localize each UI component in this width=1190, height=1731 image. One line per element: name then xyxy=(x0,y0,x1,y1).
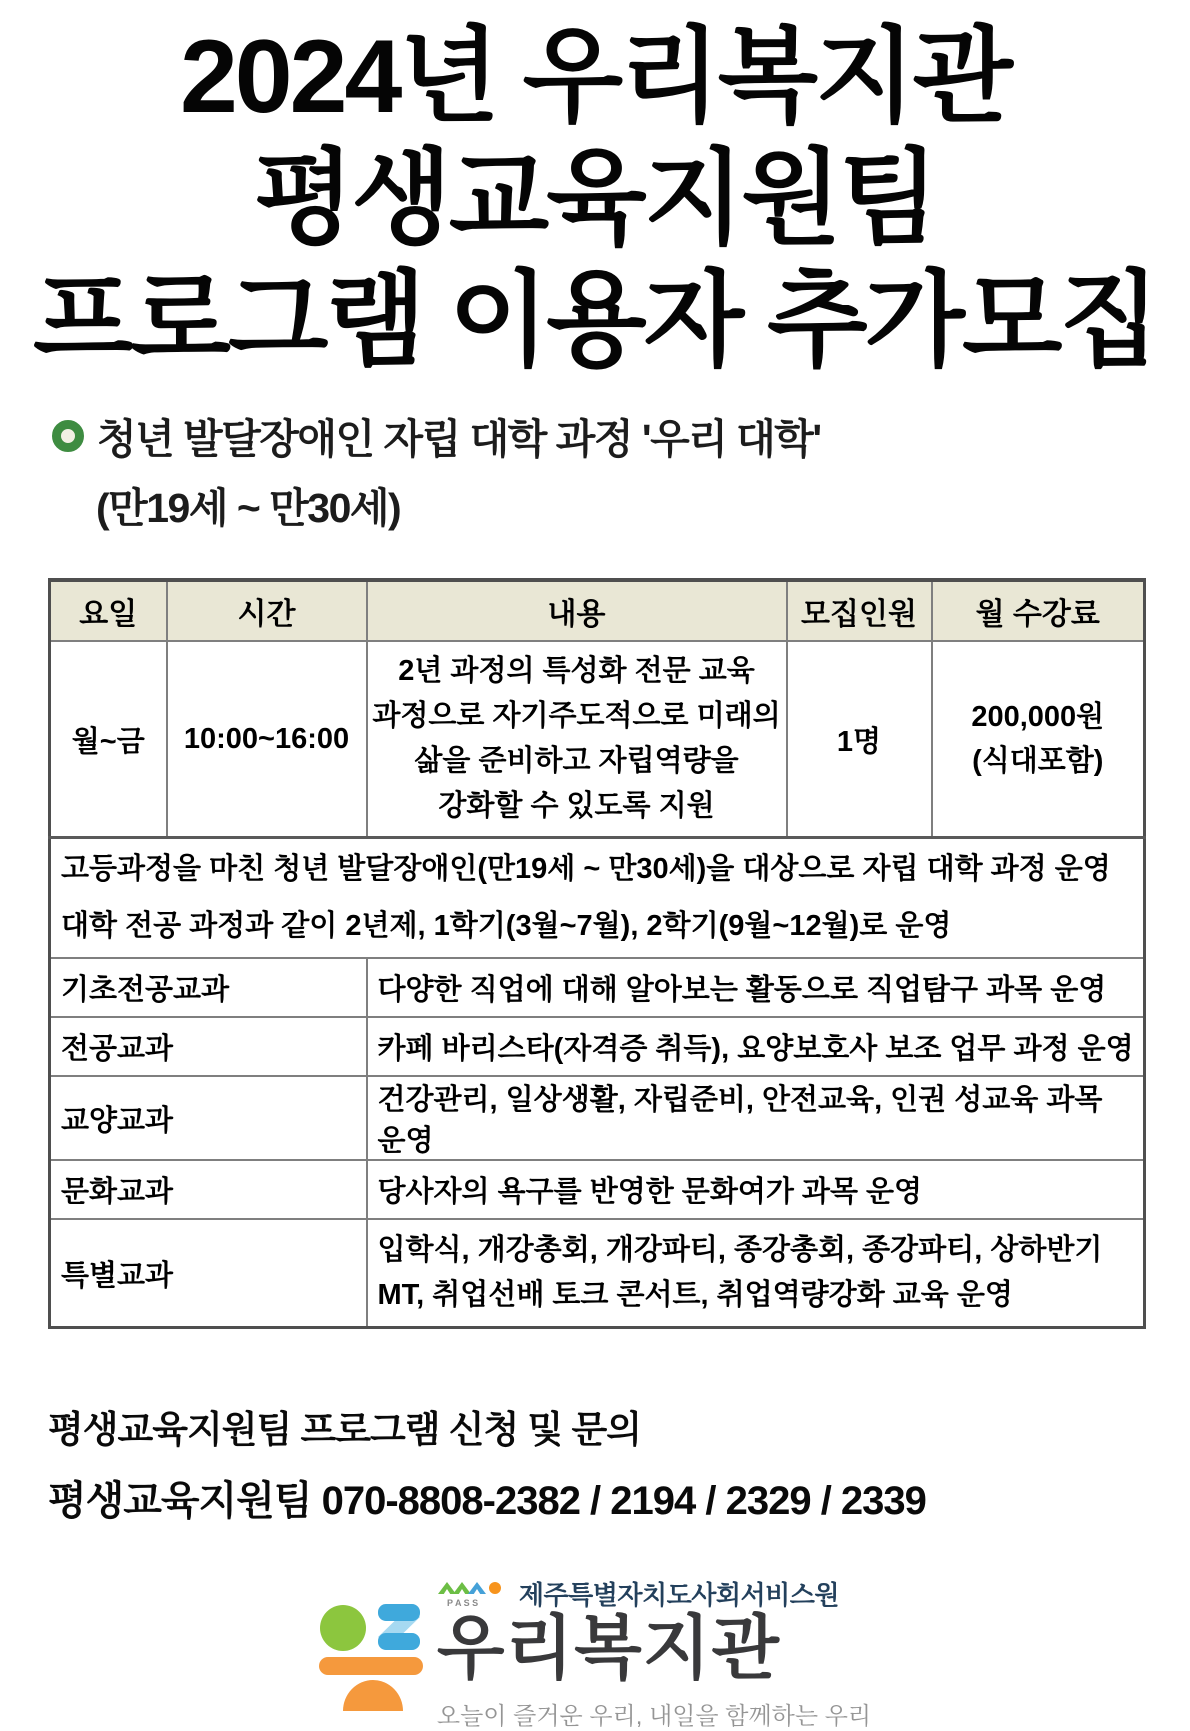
title-line-2: 평생교육지원팀 xyxy=(253,141,937,257)
table-row xyxy=(50,1076,1145,1160)
pass-logo-icon xyxy=(437,1577,509,1609)
cell-time: 10:00~16:00 xyxy=(167,641,367,838)
org-name: 제주특별자치도사회서비스원 xyxy=(518,1579,839,1610)
green-ring-bullet-icon xyxy=(52,420,84,452)
header-content: 내용 xyxy=(367,580,787,641)
table-main-row xyxy=(50,641,1145,838)
cell-description xyxy=(50,838,1145,959)
poster-title xyxy=(0,16,1190,382)
welfare-center-logo-symbol-icon xyxy=(319,1598,423,1711)
category-label: 특별교과 xyxy=(50,1219,367,1328)
logo-tagline: 오늘이 즐거운 우리, 내일을 함께하는 우리 xyxy=(436,1702,872,1730)
fee-line: (식대포함) xyxy=(972,745,1104,777)
category-label: 전공교과 xyxy=(50,1017,367,1076)
contact-phone-numbers: 평생교육지원팀 070-8808-2382 / 2194 / 2329 / 2339 xyxy=(48,1479,926,1523)
category-desc: 카페 바리스타(자격증 취득), 요양보호사 보조 업무 과정 운영 xyxy=(367,1017,1145,1076)
table-description-row xyxy=(50,838,1145,959)
category-label: 기초전공교과 xyxy=(50,958,367,1017)
description-line: 고등과정을 마친 청년 발달장애인(만19세 ~ 만30세)을 대상으로 자립 대학 과정 운영 xyxy=(61,853,1111,885)
header-capacity: 모집인원 xyxy=(787,580,932,641)
description-line: 대학 전공 과정과 같이 2년제, 1학기(3월~7월), 2학기(9월~12월)로 운영 xyxy=(61,910,952,942)
poster-page xyxy=(0,16,1190,1730)
table-header-row xyxy=(50,580,1145,641)
category-desc: 입학식, 개강총회, 개강파티, 종강총회, 종강파티, 상하반기 MT, 취업선배 토크 콘서트, 취업역량강화 교육 운영 xyxy=(367,1219,1145,1328)
section-heading-line2: (만19세 ~ 만30세) xyxy=(96,485,401,531)
cell-fee xyxy=(932,641,1145,838)
brand-name: 우리복지관 xyxy=(436,1609,781,1687)
table-row xyxy=(50,958,1145,1017)
cell-capacity: 1명 xyxy=(787,641,932,838)
content-line: 강화할 수 있도록 지원 xyxy=(438,790,715,822)
content-line: 삶을 준비하고 자립역량을 xyxy=(414,745,739,777)
category-desc: 당사자의 욕구를 반영한 문화여가 과목 운영 xyxy=(367,1160,1145,1219)
header-time: 시간 xyxy=(167,580,367,641)
contact-heading: 평생교육지원팀 프로그램 신청 및 문의 xyxy=(48,1409,641,1450)
header-fee: 월 수강료 xyxy=(932,580,1145,641)
fee-line: 200,000원 xyxy=(971,701,1105,733)
category-label: 교양교과 xyxy=(50,1076,367,1160)
header-day: 요일 xyxy=(50,580,167,641)
contact-block xyxy=(48,1399,1190,1526)
content-line: 2년 과정의 특성화 전문 교육 xyxy=(398,655,755,687)
title-line-1: 2024년 우리복지관 xyxy=(179,19,1011,135)
program-table xyxy=(48,578,1146,1329)
category-label: 문화교과 xyxy=(50,1160,367,1219)
cell-content xyxy=(367,641,787,838)
pass-label: P A S S xyxy=(446,1598,479,1608)
category-desc: 건강관리, 일상생활, 자립준비, 안전교육, 인권 성교육 과목 운영 xyxy=(367,1076,1145,1160)
table-row xyxy=(50,1219,1145,1328)
category-desc: 다양한 직업에 대해 알아보는 활동으로 직업탐구 과목 운영 xyxy=(367,958,1145,1017)
table-row xyxy=(50,1017,1145,1076)
section-heading-line1: 청년 발달장애인 자립 대학 과정 '우리 대학' xyxy=(97,416,821,462)
table-row xyxy=(50,1160,1145,1219)
content-line: 과정으로 자기주도적으로 미래의 xyxy=(372,700,781,732)
cell-day: 월~금 xyxy=(50,641,167,838)
section-heading xyxy=(52,406,1190,534)
title-line-3: 프로그램 이용자 추가모집 xyxy=(33,263,1157,379)
welfare-center-logo xyxy=(0,1576,1190,1731)
